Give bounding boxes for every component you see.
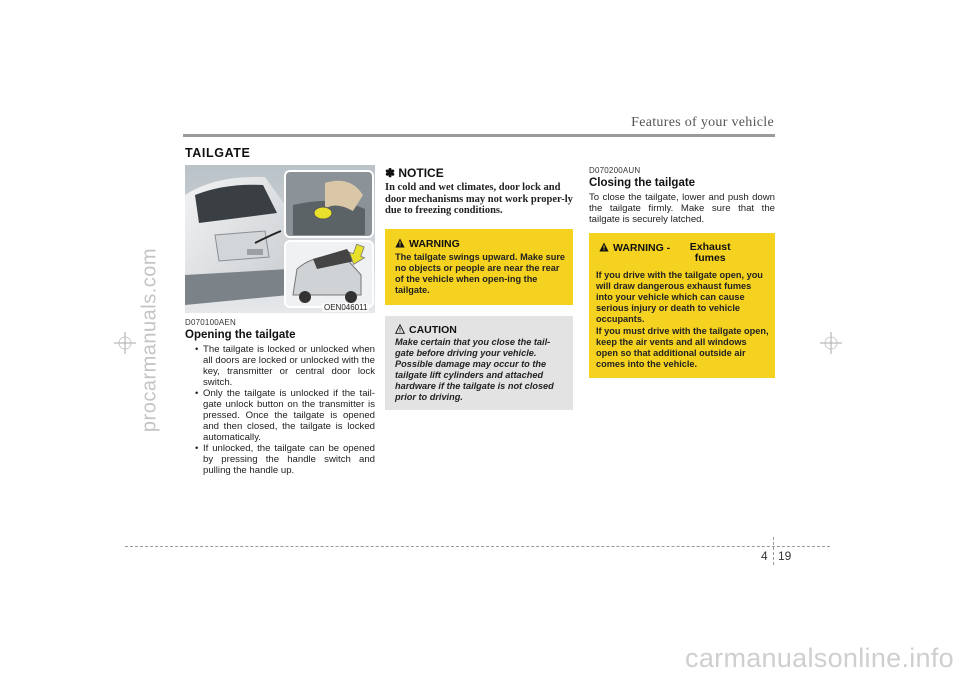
- closing-heading: Closing the tailgate: [589, 177, 696, 189]
- closing-code: D070200AUN: [589, 166, 641, 175]
- warning-title: [395, 238, 460, 250]
- warning-triangle-icon: [599, 242, 609, 252]
- opening-bullets: [193, 344, 375, 476]
- exhaust-warning-text-1: If you drive with the tailgate open, you will draw dangerous exhaust fumes into your vehicle which can cause serious injury or death to vehicle occupants.: [596, 270, 763, 324]
- exhaust-warning-text-2: If you must drive with the tailgate open, keep the air vents and all windows open so that additional outside air comes into the vehicle.: [596, 326, 769, 369]
- tailgate-photo: [185, 165, 375, 313]
- opening-bullet-1: • The tailgate is locked or unlocked when all doors are locked or unlocked with the key, transmitter or central door lock switch.: [203, 344, 375, 388]
- notice-title: ✽ NOTICE: [385, 166, 444, 180]
- caution-text: Make certain that you close the tail-gate before driving your vehicle. Possible damage may occur to the tailgate lift cylinders and attached hardware if the tailgate is not closed prior to driving.: [395, 337, 554, 402]
- caution-title: [395, 324, 457, 336]
- caution-triangle-icon: [395, 324, 405, 334]
- crop-mark-left-icon: [114, 332, 136, 354]
- running-header: Features of your vehicle: [631, 115, 774, 130]
- warning-box-exhaust: [589, 233, 775, 378]
- closing-text: To close the tailgate, lower and push down the tailgate firmly. Make sure that the tailgate is securely latched.: [589, 192, 775, 225]
- warning-box-tailgate: [385, 229, 573, 305]
- opening-code: D070100AEN: [185, 318, 236, 327]
- warning-text: The tailgate swings upward. Make sure no objects or people are near the rear of the vehicle when open-ing the tailgate.: [395, 252, 566, 295]
- notice-text: In cold and wet climates, door lock and door mechanisms may not work proper-ly due to freezing conditions.: [385, 182, 573, 216]
- caution-title-text: CAUTION: [409, 324, 457, 336]
- exhaust-warning-subtitle: Exhaust fumes: [689, 241, 731, 264]
- side-watermark: procarmanuals.com: [138, 247, 161, 433]
- warning-triangle-icon: [395, 238, 405, 248]
- page-number: 19: [778, 549, 792, 563]
- header-rule: [183, 134, 775, 137]
- opening-bullet-2: • Only the tailgate is unlocked if the tail-gate unlock button on the transmitter is pressed. Once the tailgate is opened and then closed, the tailgate is locked automatically.: [203, 388, 375, 443]
- exhaust-warning-title: [599, 242, 769, 264]
- crop-mark-right-icon: [820, 332, 842, 354]
- footer-rule: [125, 546, 830, 547]
- opening-bullet-3: • If unlocked, the tailgate can be opened by pressing the handle switch and pulling the handle up.: [203, 443, 375, 476]
- figure-caption: OEN046011: [324, 303, 368, 312]
- tailgate-illustration-icon: [185, 165, 375, 313]
- chapter-number: 4: [761, 549, 768, 563]
- caution-box: [385, 316, 573, 410]
- bottom-watermark: carmanualsonline.info: [685, 643, 954, 673]
- opening-heading: Opening the tailgate: [185, 329, 296, 341]
- page-number-divider: [773, 537, 774, 565]
- exhaust-warning-title-row: [599, 242, 769, 264]
- exhaust-warning-label: WARNING -: [613, 242, 671, 254]
- warning-title-text: WARNING: [409, 238, 460, 250]
- section-title: TAILGATE: [185, 146, 251, 160]
